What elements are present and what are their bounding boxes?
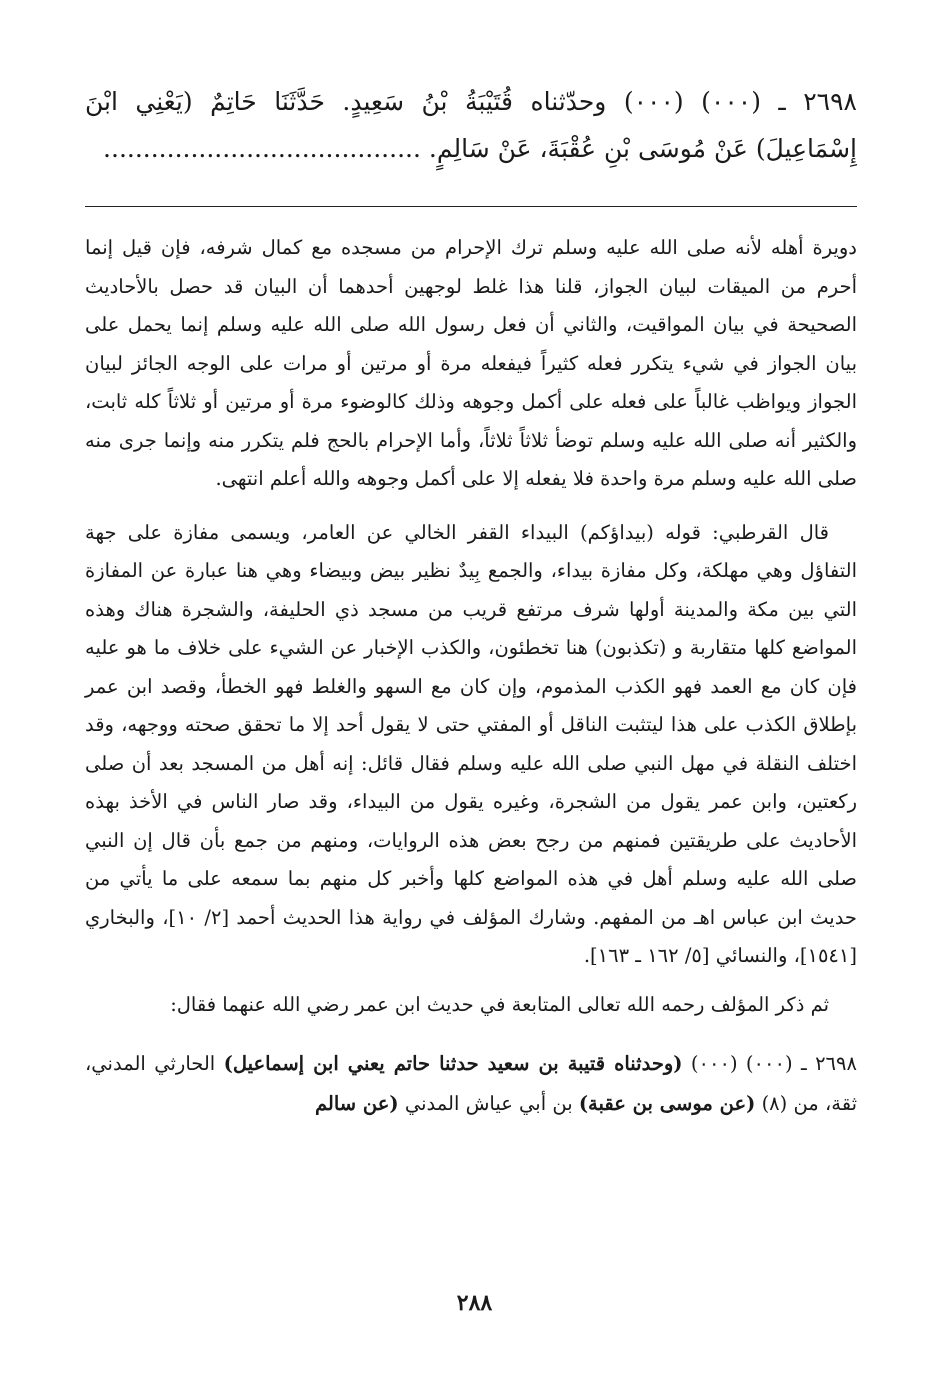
page-number: ٢٨٨ (456, 1290, 493, 1316)
commentary-paragraph-2: قال القرطبي: قوله (بيداؤكم) البيداء القفر الخالي عن العامر، ويسمى مفازة على جهة التفاؤل وهي مهلكة، وكل مفازة بيداء، والجمع بِيدٌ نظير بيض وبيضاء وهي هنا عبارة عن المفازة التي بين مكة والمدينة أولها شرف مرتفع قريب من مسجد ذي الحليفة، والشجرة هناك وهذه المواضع كلها متقاربة و (تكذبون) هنا تخطئون، والكذب الإخبار عن الشيء على خلاف ما هو عليه فإن كان مع العمد فهو الكذب المذموم، وإن كان مع السهو والغلط فهو الخطأ، وقصد ابن عمر بإطلاق الكذب على هذا ليتثبت الناقل أو المفتي حتى لا يقول أحد إلا ما تحقق صحته ووجهه، وقد اختلف النقلة في مهل النبي صلى الله عليه وسلم فقال قائل: إنه أهل من المسجد بعد أن صلى ركعتين، وابن عمر يقول من الشجرة، وغيره يقول من البيداء، وقد صار الناس في الأخذ بهذه الأحاديث على طريقتين فمنهم من رجح بعض هذه الروايات، ومنهم من جمع بأن قال إن النبي صلى الله عليه وسلم أهل في هذه المواضع كلها وأخبر كل منهم بما سمعه على ما يأتي من حديث ابن عباس اهـ من المفهم. وشارك المؤلف في رواية هذا الحديث أحمد [٢/ ١٠]، والبخاري [١٥٤١]، والنسائي [٥/ ١٦٢ ـ ١٦٣]. (85, 520, 857, 967)
hadith-chain (85, 1044, 857, 1124)
hadith-chain-bold-3: (عن سالم (314, 1091, 399, 1115)
hadith-matn-text: ٢٦٩٨ ـ (٠٠٠) (٠٠٠) وحدّثناه قُتَيْبَةُ بْنُ سَعِيدٍ. حَدَّثَنَا حَاتِمٌ (يَعْنِي ابْنَ إِسْمَاعِيلَ) عَنْ مُوسَى بْنِ عُقْبَةَ، عَنْ سَالِمٍ. (85, 87, 857, 163)
hadith-chain-plain-2: بن أبي عياش المدني (404, 1091, 573, 1115)
commentary-paragraph-1: دويرة أهله لأنه صلى الله عليه وسلم ترك الإحرام من مسجده مع كمال شرفه، فإن قيل إنما أحرم من الميقات لبيان الجواز، قلنا هذا غلط لوجهين أحدهما أن البيان قد حصل بالأحاديث الصحيحة في بيان المواقيت، والثاني أن فعل رسول الله صلى الله عليه وسلم إنما يحمل على بيان الجواز في شيء يتكرر فعله كثيراً فيفعله مرة أو مرتين أو مرات على الوجه الجائز لبيان الجواز ويواظب غالباً على فعله على أكمل وجوهه وذلك كالوضوء مرة أو مرتين أو ثلاثاً كله ثابت، والكثير أنه صلى الله عليه وسلم توضأ ثلاثاً ثلاثاً، وأما الإحرام بالحج فلم يتكرر منه وإنما جرى منه صلى الله عليه وسلم مرة واحدة فلا يفعله إلا على أكمل وجوهه والله أعلم انتهى. (85, 236, 857, 490)
ellipsis-dots: ........................................ (103, 134, 421, 163)
hadith-matn (85, 78, 857, 172)
separator-rule (85, 206, 857, 207)
hadith-number: ٢٦٩٨ ـ (٠٠٠) (٠٠٠) (690, 1051, 857, 1075)
hadith-chain-bold-2: (عن موسى بن عقبة) (578, 1091, 756, 1115)
followup-intro: ثم ذكر المؤلف رحمه الله تعالى المتابعة في حديث ابن عمر رضي الله عنهما فقال: (170, 992, 829, 1016)
hadith-chain-bold-1: (وحدثناه قتيبة بن سعيد حدثنا حاتم يعني ابن إسماعيل) (223, 1051, 683, 1075)
document-page (85, 78, 857, 1143)
commentary-section (85, 229, 857, 976)
hadith-chain-plain-1: الحارثي المدني، ثقة، من (٨) (85, 1051, 857, 1115)
